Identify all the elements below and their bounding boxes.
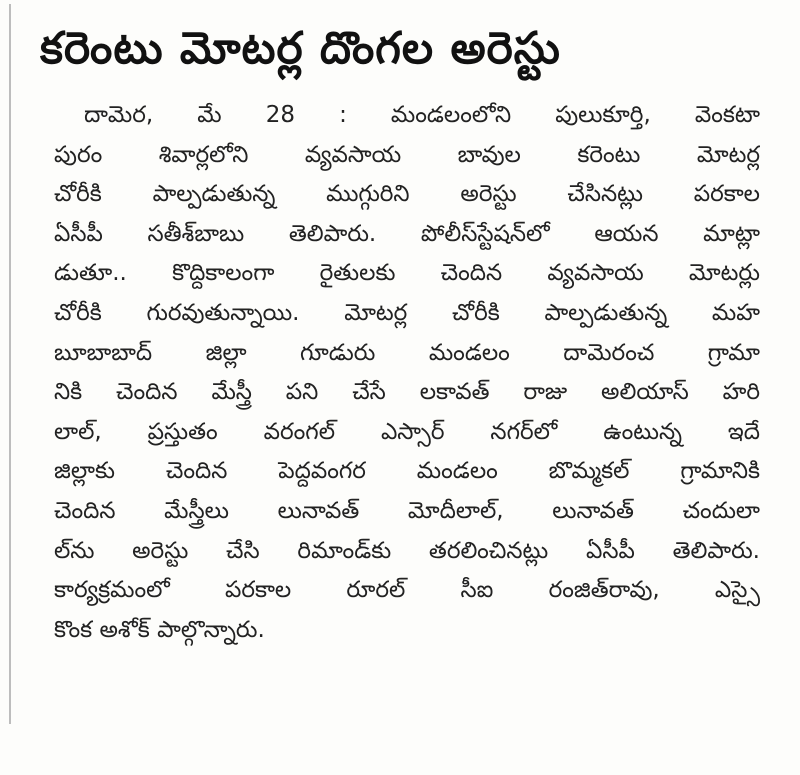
article-line: చోరీకి పాల్పడుతున్న ముగ్గురిని అరెస్టు చేసినట్లు పరకాల xyxy=(54,181,760,208)
article-body xyxy=(54,96,760,650)
column-divider xyxy=(9,4,11,724)
article-line: కార్యక్రమంలో పరకాల రూరల్ సీఐ రంజిత్‌రావు, ఎస్సై xyxy=(54,577,760,604)
article-line: దామెర, మే 28 : మండలంలోని పులుకూర్తి, వెంకటా xyxy=(84,102,760,128)
article-line: కొంక అశోక్ పాల్గొన్నారు. xyxy=(54,616,265,643)
article-line: పురం శివార్లలోని వ్యవసాయ బావుల కరెంటు మోటర్ల xyxy=(54,141,760,168)
article-line: నికి చెందిన మేస్త్రీ పని చేసే లకావత్ రాజు అలియాస్ హరి xyxy=(54,379,760,406)
article-line: చోరీకి గురవుతున్నాయి. మోటర్ల చోరీకి పాల్పడుతున్న మహ xyxy=(54,299,760,326)
headline: కరెంటు మోటర్ల దొంగల అరెస్టు xyxy=(40,23,561,74)
article-line: చెందిన మేస్త్రీలు లునావత్ మోదీలాల్, లునావత్ చందులా xyxy=(54,497,760,524)
article-line: ఏసీపీ సతీశ్‌బాబు తెలిపారు. పోలీస్‌స్టేషన్‌లో ఆయన మాట్లా xyxy=(54,220,760,247)
article-line: జిల్లాకు చెందిన పెద్దవంగర మండలం బొమ్మకల్ గ్రామానికి xyxy=(54,458,760,485)
article-line: బూబాబాద్ జిల్లా గూడురు మండలం దామెరంచ గ్రామా xyxy=(54,339,760,366)
article-line: ల్‌ను అరెస్టు చేసి రిమాండ్‌కు తరలించినట్లు ఏసీపీ తెలిపారు. xyxy=(54,537,760,564)
article-line: డుతూ.. కొద్దికాలంగా రైతులకు చెందిన వ్యవసాయ మోటర్లు xyxy=(54,260,760,287)
article-line: లాల్, ప్రస్తుతం వరంగల్ ఎస్సార్ నగర్‌లో ఉంటున్న ఇదే xyxy=(54,418,760,445)
